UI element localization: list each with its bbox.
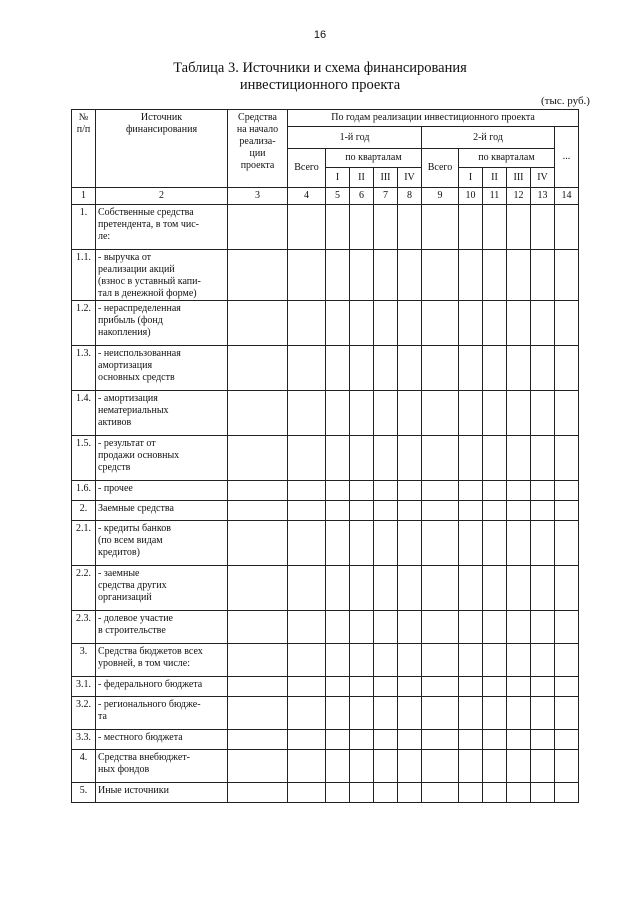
data-cell[interactable] [507, 644, 531, 677]
data-cell[interactable] [374, 566, 398, 611]
data-cell[interactable] [350, 481, 374, 501]
header-year-2-total: Всего [422, 149, 459, 188]
data-cell[interactable] [374, 611, 398, 644]
data-cell[interactable] [422, 205, 459, 250]
data-cell[interactable] [288, 481, 326, 501]
data-cell[interactable] [531, 436, 555, 481]
header-year-2-quarters: по кварталам [459, 149, 555, 168]
column-number: 1 [72, 188, 96, 205]
row-number: 1.6. [72, 481, 96, 501]
data-cell[interactable] [531, 391, 555, 436]
table-row [72, 250, 579, 301]
data-cell[interactable] [531, 644, 555, 677]
data-cell[interactable] [422, 250, 459, 301]
column-number: 11 [483, 188, 507, 205]
data-cell[interactable] [555, 250, 579, 301]
row-number: 2.2. [72, 566, 96, 611]
data-cell[interactable] [374, 501, 398, 521]
column-number: 3 [228, 188, 288, 205]
table-title-line-1: Таблица 3. Источники и схема финансирования [173, 60, 467, 76]
data-cell[interactable] [555, 783, 579, 803]
data-cell[interactable] [459, 677, 483, 697]
column-number: 10 [459, 188, 483, 205]
header-y1-q1: I [326, 168, 350, 188]
data-cell[interactable] [350, 677, 374, 697]
data-cell[interactable] [459, 697, 483, 730]
data-cell[interactable] [483, 501, 507, 521]
data-cell[interactable] [507, 481, 531, 501]
row-label: - неиспользованная амортизация основных средств [96, 346, 228, 391]
data-cell[interactable] [507, 730, 531, 750]
data-cell[interactable] [507, 501, 531, 521]
data-cell[interactable] [422, 301, 459, 346]
data-cell[interactable] [507, 611, 531, 644]
data-cell[interactable] [228, 501, 288, 521]
data-cell[interactable] [374, 730, 398, 750]
data-cell[interactable] [555, 391, 579, 436]
data-cell[interactable] [350, 436, 374, 481]
data-cell[interactable] [374, 346, 398, 391]
table-row [72, 677, 579, 697]
data-cell[interactable] [507, 521, 531, 566]
data-cell[interactable] [531, 677, 555, 697]
row-label: - местного бюджета [96, 730, 228, 750]
row-number: 3.1. [72, 677, 96, 697]
data-cell[interactable] [288, 750, 326, 783]
data-cell[interactable] [531, 501, 555, 521]
data-cell[interactable] [459, 250, 483, 301]
table-row [72, 611, 579, 644]
row-label: Иные источники [96, 783, 228, 803]
data-cell[interactable] [507, 697, 531, 730]
data-cell[interactable] [507, 301, 531, 346]
data-cell[interactable] [228, 346, 288, 391]
data-cell[interactable] [483, 611, 507, 644]
data-cell[interactable] [483, 205, 507, 250]
data-cell[interactable] [483, 301, 507, 346]
row-label: - федерального бюджета [96, 677, 228, 697]
data-cell[interactable] [483, 346, 507, 391]
data-cell[interactable] [228, 205, 288, 250]
data-cell[interactable] [555, 436, 579, 481]
financing-table [71, 109, 579, 803]
data-cell[interactable] [422, 481, 459, 501]
data-cell[interactable] [422, 611, 459, 644]
data-cell[interactable] [398, 750, 422, 783]
data-cell[interactable] [326, 301, 350, 346]
data-cell[interactable] [507, 436, 531, 481]
data-cell[interactable] [228, 677, 288, 697]
data-cell[interactable] [531, 730, 555, 750]
data-cell[interactable] [459, 501, 483, 521]
data-cell[interactable] [422, 677, 459, 697]
data-cell[interactable] [398, 481, 422, 501]
data-cell[interactable] [228, 697, 288, 730]
row-label: Собственные средства претендента, в том чис- ле: [96, 205, 228, 250]
data-cell[interactable] [326, 205, 350, 250]
header-year-1: 1-й год [288, 127, 422, 149]
column-number: 6 [350, 188, 374, 205]
data-cell[interactable] [398, 677, 422, 697]
data-cell[interactable] [288, 346, 326, 391]
data-cell[interactable] [398, 521, 422, 566]
data-cell[interactable] [374, 644, 398, 677]
data-cell[interactable] [531, 783, 555, 803]
data-cell[interactable] [483, 436, 507, 481]
data-cell[interactable] [398, 730, 422, 750]
data-cell[interactable] [374, 205, 398, 250]
data-cell[interactable] [374, 697, 398, 730]
data-cell[interactable] [374, 391, 398, 436]
data-cell[interactable] [422, 566, 459, 611]
data-cell[interactable] [483, 521, 507, 566]
table-row [72, 481, 579, 501]
data-cell[interactable] [398, 391, 422, 436]
table-title [0, 60, 640, 94]
data-cell[interactable] [422, 391, 459, 436]
data-cell[interactable] [531, 346, 555, 391]
header-y1-q2: II [350, 168, 374, 188]
data-cell[interactable] [422, 346, 459, 391]
data-cell[interactable] [350, 521, 374, 566]
table-row [72, 783, 579, 803]
header-y2-q1: I [459, 168, 483, 188]
data-cell[interactable] [483, 677, 507, 697]
data-cell[interactable] [483, 566, 507, 611]
data-cell[interactable] [326, 521, 350, 566]
header-start-funds: Средства на начало реализа- ции проекта [228, 110, 288, 188]
units-label: (тыс. руб.) [541, 95, 590, 107]
data-cell[interactable] [507, 750, 531, 783]
data-cell[interactable] [398, 301, 422, 346]
data-cell[interactable] [422, 697, 459, 730]
data-cell[interactable] [288, 521, 326, 566]
column-number: 5 [326, 188, 350, 205]
data-cell[interactable] [374, 436, 398, 481]
data-cell[interactable] [350, 250, 374, 301]
data-cell[interactable] [555, 301, 579, 346]
table-row [72, 346, 579, 391]
data-cell[interactable] [555, 566, 579, 611]
data-cell[interactable] [288, 436, 326, 481]
column-number: 8 [398, 188, 422, 205]
data-cell[interactable] [507, 783, 531, 803]
data-cell[interactable] [555, 481, 579, 501]
data-cell[interactable] [350, 301, 374, 346]
data-cell[interactable] [555, 521, 579, 566]
row-number: 3.3. [72, 730, 96, 750]
data-cell[interactable] [288, 250, 326, 301]
data-cell[interactable] [507, 205, 531, 250]
data-cell[interactable] [288, 391, 326, 436]
row-number: 1.2. [72, 301, 96, 346]
data-cell[interactable] [374, 250, 398, 301]
data-cell[interactable] [350, 566, 374, 611]
row-number: 1.5. [72, 436, 96, 481]
data-cell[interactable] [459, 783, 483, 803]
row-label: - нераспределенная прибыль (фонд накопления) [96, 301, 228, 346]
data-cell[interactable] [422, 521, 459, 566]
column-number: 13 [531, 188, 555, 205]
data-cell[interactable] [326, 730, 350, 750]
data-cell[interactable] [288, 566, 326, 611]
row-label: - регионального бюдже- та [96, 697, 228, 730]
data-cell[interactable] [459, 750, 483, 783]
data-cell[interactable] [483, 481, 507, 501]
data-cell[interactable] [350, 501, 374, 521]
table-row [72, 436, 579, 481]
data-cell[interactable] [374, 783, 398, 803]
row-number: 1.3. [72, 346, 96, 391]
header-year-1-quarters: по кварталам [326, 149, 422, 168]
data-cell[interactable] [459, 730, 483, 750]
data-cell[interactable] [422, 750, 459, 783]
data-cell[interactable] [555, 677, 579, 697]
column-number: 7 [374, 188, 398, 205]
data-cell[interactable] [288, 205, 326, 250]
table-row [72, 750, 579, 783]
header-year-1-total: Всего [288, 149, 326, 188]
data-cell[interactable] [483, 391, 507, 436]
data-cell[interactable] [326, 391, 350, 436]
data-cell[interactable] [422, 644, 459, 677]
data-cell[interactable] [228, 611, 288, 644]
data-cell[interactable] [228, 391, 288, 436]
data-cell[interactable] [483, 697, 507, 730]
row-number: 3. [72, 644, 96, 677]
data-cell[interactable] [459, 205, 483, 250]
header-source: Источник финансирования [96, 110, 228, 188]
data-cell[interactable] [398, 346, 422, 391]
data-cell[interactable] [555, 644, 579, 677]
data-cell[interactable] [228, 521, 288, 566]
data-cell[interactable] [531, 750, 555, 783]
data-cell[interactable] [507, 566, 531, 611]
data-cell[interactable] [326, 644, 350, 677]
row-label: - результат от продажи основных средств [96, 436, 228, 481]
data-cell[interactable] [326, 566, 350, 611]
data-cell[interactable] [374, 521, 398, 566]
header-y2-q3: III [507, 168, 531, 188]
data-cell[interactable] [459, 436, 483, 481]
data-cell[interactable] [531, 250, 555, 301]
data-cell[interactable] [326, 611, 350, 644]
data-cell[interactable] [398, 611, 422, 644]
table-row [72, 521, 579, 566]
data-cell[interactable] [507, 250, 531, 301]
data-cell[interactable] [288, 301, 326, 346]
data-cell[interactable] [555, 346, 579, 391]
column-number: 9 [422, 188, 459, 205]
data-cell[interactable] [555, 730, 579, 750]
data-cell[interactable] [326, 250, 350, 301]
data-cell[interactable] [326, 677, 350, 697]
data-cell[interactable] [350, 205, 374, 250]
data-cell[interactable] [326, 346, 350, 391]
data-cell[interactable] [288, 677, 326, 697]
column-number-row [72, 188, 579, 205]
header-number: № п/п [72, 110, 96, 188]
data-cell[interactable] [228, 301, 288, 346]
header-y1-q3: III [374, 168, 398, 188]
data-cell[interactable] [350, 644, 374, 677]
data-cell[interactable] [228, 644, 288, 677]
data-cell[interactable] [398, 783, 422, 803]
data-cell[interactable] [555, 205, 579, 250]
data-cell[interactable] [326, 750, 350, 783]
data-cell[interactable] [228, 730, 288, 750]
row-label: - кредиты банков (по всем видам кредитов) [96, 521, 228, 566]
data-cell[interactable] [507, 677, 531, 697]
data-cell[interactable] [288, 697, 326, 730]
data-cell[interactable] [374, 750, 398, 783]
table-row [72, 697, 579, 730]
data-cell[interactable] [228, 250, 288, 301]
data-cell[interactable] [398, 566, 422, 611]
row-label: Средства внебюджет- ных фондов [96, 750, 228, 783]
data-cell[interactable] [288, 644, 326, 677]
data-cell[interactable] [459, 611, 483, 644]
data-cell[interactable] [459, 644, 483, 677]
table-title-line-2: инвестиционного проекта [239, 77, 401, 93]
row-number: 2. [72, 501, 96, 521]
data-cell[interactable] [326, 783, 350, 803]
header-year-2: 2-й год [422, 127, 555, 149]
data-cell[interactable] [507, 346, 531, 391]
table-row [72, 644, 579, 677]
row-label: - амортизация нематериальных активов [96, 391, 228, 436]
data-cell[interactable] [374, 481, 398, 501]
data-cell[interactable] [398, 644, 422, 677]
column-number: 2 [96, 188, 228, 205]
data-cell[interactable] [483, 783, 507, 803]
data-cell[interactable] [422, 730, 459, 750]
row-label: Заемные средства [96, 501, 228, 521]
data-cell[interactable] [459, 566, 483, 611]
data-cell[interactable] [483, 750, 507, 783]
data-cell[interactable] [555, 750, 579, 783]
page-number: 16 [313, 29, 327, 41]
data-cell[interactable] [459, 391, 483, 436]
data-cell[interactable] [531, 566, 555, 611]
data-cell[interactable] [422, 783, 459, 803]
row-label: - заемные средства других организаций [96, 566, 228, 611]
row-number: 2.1. [72, 521, 96, 566]
data-cell[interactable] [326, 481, 350, 501]
data-cell[interactable] [531, 301, 555, 346]
data-cell[interactable] [350, 750, 374, 783]
data-cell[interactable] [531, 205, 555, 250]
data-cell[interactable] [288, 611, 326, 644]
data-cell[interactable] [374, 677, 398, 697]
data-cell[interactable] [350, 730, 374, 750]
data-cell[interactable] [531, 611, 555, 644]
row-label: - прочее [96, 481, 228, 501]
data-cell[interactable] [374, 301, 398, 346]
column-number: 14 [555, 188, 579, 205]
data-cell[interactable] [350, 391, 374, 436]
data-cell[interactable] [555, 697, 579, 730]
data-cell[interactable] [326, 501, 350, 521]
data-cell[interactable] [531, 521, 555, 566]
row-number: 5. [72, 783, 96, 803]
data-cell[interactable] [228, 566, 288, 611]
data-cell[interactable] [507, 391, 531, 436]
row-label: Средства бюджетов всех уровней, в том числе: [96, 644, 228, 677]
data-cell[interactable] [531, 481, 555, 501]
data-cell[interactable] [398, 205, 422, 250]
row-label: - долевое участие в строительстве [96, 611, 228, 644]
data-cell[interactable] [483, 730, 507, 750]
table-row [72, 730, 579, 750]
data-cell[interactable] [422, 436, 459, 481]
data-cell[interactable] [459, 481, 483, 501]
row-number: 1.4. [72, 391, 96, 436]
data-cell[interactable] [228, 481, 288, 501]
data-cell[interactable] [483, 644, 507, 677]
header-ellipsis: ... [555, 127, 579, 188]
data-cell[interactable] [228, 750, 288, 783]
data-cell[interactable] [398, 436, 422, 481]
data-cell[interactable] [228, 436, 288, 481]
data-cell[interactable] [350, 697, 374, 730]
data-cell[interactable] [326, 436, 350, 481]
data-cell[interactable] [350, 783, 374, 803]
table-row [72, 391, 579, 436]
data-cell[interactable] [459, 521, 483, 566]
data-cell[interactable] [459, 346, 483, 391]
data-cell[interactable] [398, 501, 422, 521]
header-y2-q2: II [483, 168, 507, 188]
row-number: 4. [72, 750, 96, 783]
row-number: 2.3. [72, 611, 96, 644]
data-cell[interactable] [350, 611, 374, 644]
data-cell[interactable] [459, 301, 483, 346]
data-cell[interactable] [288, 730, 326, 750]
row-number: 1. [72, 205, 96, 250]
column-number: 4 [288, 188, 326, 205]
header-y1-q4: IV [398, 168, 422, 188]
data-cell[interactable] [228, 783, 288, 803]
row-label: - выручка от реализации акций (взнос в уставный капи- тал в денежной форме) [96, 250, 228, 301]
data-cell[interactable] [531, 697, 555, 730]
column-number: 12 [507, 188, 531, 205]
data-cell[interactable] [288, 501, 326, 521]
data-cell[interactable] [555, 501, 579, 521]
table-row [72, 566, 579, 611]
data-cell[interactable] [483, 250, 507, 301]
table-row [72, 501, 579, 521]
header-by-years: По годам реализации инвестиционного проекта [288, 110, 579, 127]
data-cell[interactable] [326, 697, 350, 730]
data-cell[interactable] [350, 346, 374, 391]
data-cell[interactable] [422, 501, 459, 521]
header-y2-q4: IV [531, 168, 555, 188]
data-cell[interactable] [555, 611, 579, 644]
data-cell[interactable] [398, 697, 422, 730]
data-cell[interactable] [288, 783, 326, 803]
table-row [72, 301, 579, 346]
row-number: 1.1. [72, 250, 96, 301]
table-row [72, 205, 579, 250]
data-cell[interactable] [398, 250, 422, 301]
row-number: 3.2. [72, 697, 96, 730]
